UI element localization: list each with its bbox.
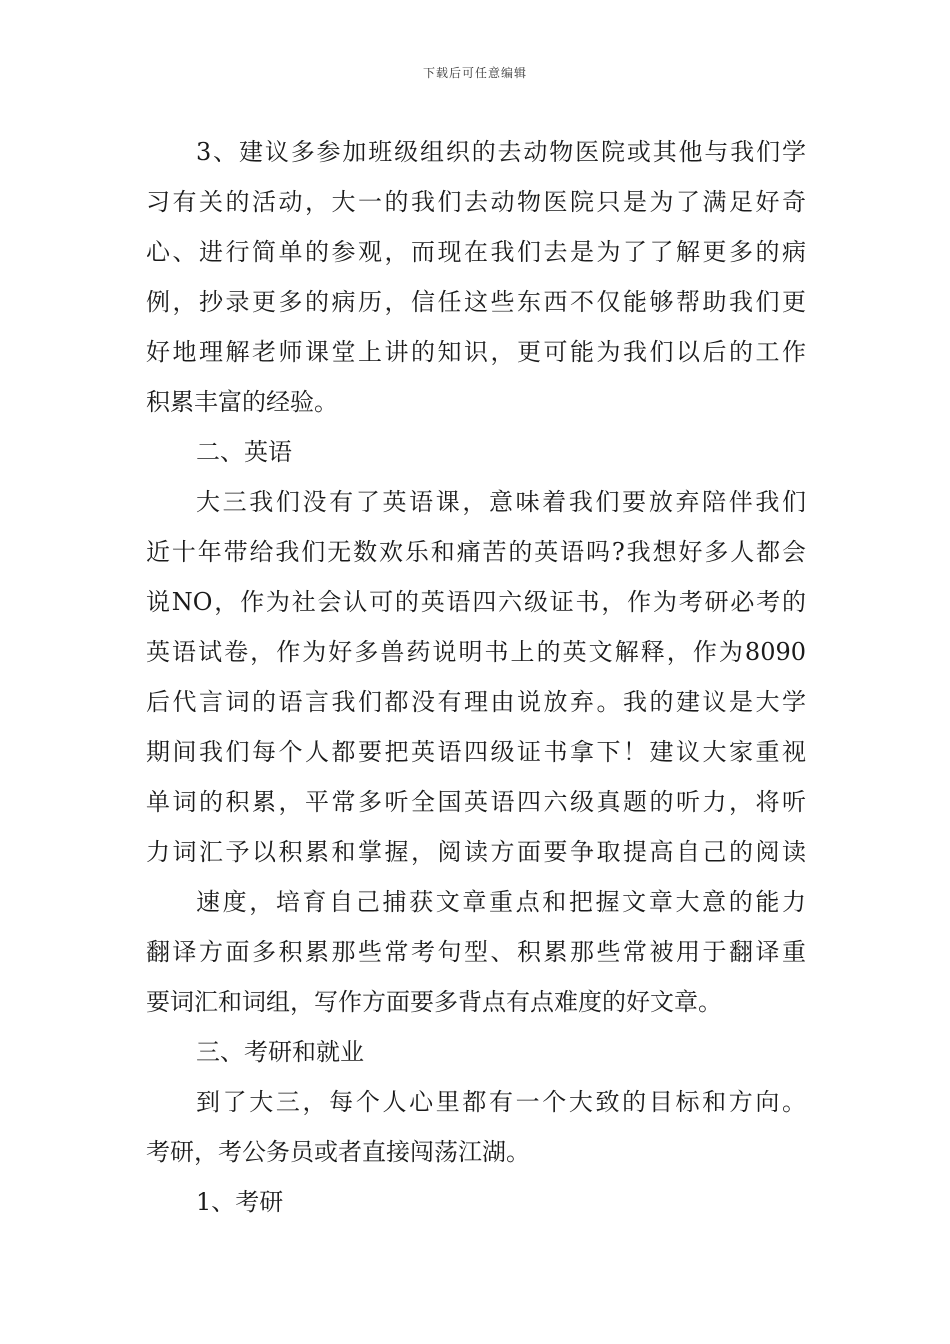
text-line: 期间我们每个人都要把英语四级证书拿下！建议大家重视 [146, 738, 806, 766]
page-header-note: 下载后可任意编辑 [422, 66, 527, 80]
text-line: 力词汇予以积累和掌握，阅读方面要争取提高自己的阅读 [146, 838, 806, 866]
text-line: 到了大三，每个人心里都有一个大致的目标和方向。 [196, 1088, 806, 1116]
document-body [146, 127, 806, 1227]
text-line: 3、建议多参加班级组织的去动物医院或其他与我们学 [196, 138, 806, 166]
text-line: 近十年带给我们无数欢乐和痛苦的英语吗?我想好多人都会 [146, 538, 806, 566]
text-line: 要词汇和词组，写作方面要多背点有点难度的好文章。 [146, 988, 722, 1016]
text-line: 例，抄录更多的病历，信任这些东西不仅能够帮助我们更 [146, 288, 806, 316]
text-line: 1、考研 [196, 1188, 284, 1216]
text-line: 后代言词的语言我们都没有理由说放弃。我的建议是大学 [146, 688, 806, 716]
text-line: 单词的积累，平常多听全国英语四六级真题的听力，将听 [146, 788, 806, 816]
text-line: 习有关的活动，大一的我们去动物医院只是为了满足好奇 [146, 188, 806, 216]
text-line: 翻译方面多积累那些常考句型、积累那些常被用于翻译重 [146, 938, 806, 966]
text-line: 心、进行简单的参观，而现在我们去是为了了解更多的病 [146, 238, 806, 266]
text-line: 积累丰富的经验。 [146, 388, 338, 416]
text-line: 考研，考公务员或者直接闯荡江湖。 [146, 1138, 530, 1166]
text-line: 好地理解老师课堂上讲的知识，更可能为我们以后的工作 [146, 338, 806, 366]
text-line: 大三我们没有了英语课，意味着我们要放弃陪伴我们 [196, 488, 806, 516]
text-line: 说NO，作为社会认可的英语四六级证书，作为考研必考的 [146, 588, 806, 616]
text-line: 三、考研和就业 [196, 1038, 364, 1066]
text-line: 速度，培育自己捕获文章重点和把握文章大意的能力 [196, 888, 806, 916]
text-line: 二、英语 [196, 438, 292, 466]
text-line: 英语试卷，作为好多兽药说明书上的英文解释，作为8090 [146, 638, 806, 666]
